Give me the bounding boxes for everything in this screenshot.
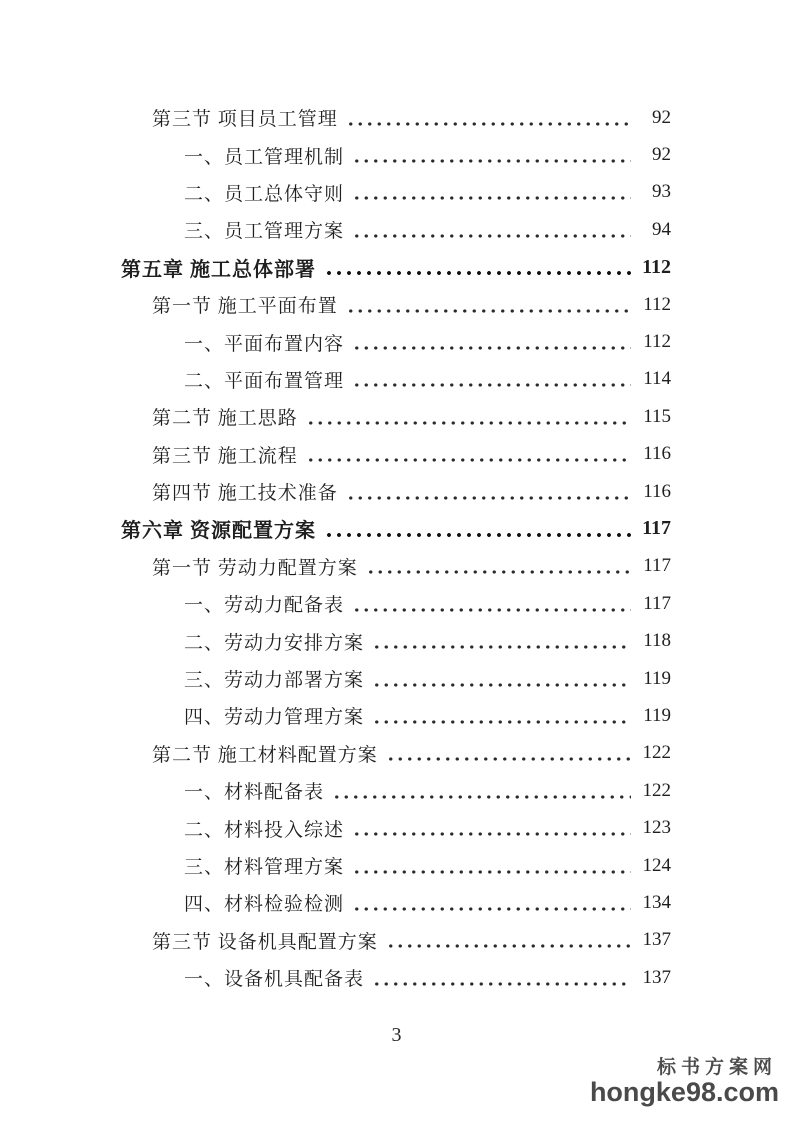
toc-entry bbox=[0, 398, 793, 435]
toc-entry bbox=[0, 809, 793, 846]
toc-entry-page: 119 bbox=[643, 704, 671, 726]
dot-leader bbox=[352, 323, 631, 360]
dot-leader bbox=[352, 884, 631, 921]
dot-leader bbox=[324, 510, 631, 547]
toc-entry-page: 93 bbox=[652, 181, 671, 203]
toc-entry bbox=[0, 136, 793, 173]
toc-entry-page: 116 bbox=[643, 443, 671, 465]
dot-leader bbox=[306, 436, 631, 473]
toc-entry bbox=[0, 286, 793, 323]
dot-leader bbox=[386, 735, 631, 772]
toc-entry-label: 第四节 施工技术准备 bbox=[152, 483, 338, 505]
toc-entry-label: 一、平面布置内容 bbox=[184, 333, 345, 355]
toc-entry bbox=[0, 249, 793, 286]
toc-entry-label: 三、劳动力部署方案 bbox=[184, 670, 365, 692]
dot-leader bbox=[372, 622, 631, 659]
dot-leader bbox=[324, 249, 631, 286]
dot-leader bbox=[372, 660, 631, 697]
toc-entry-label: 四、劳动力管理方案 bbox=[184, 707, 365, 729]
toc-entry bbox=[0, 323, 793, 360]
dot-leader bbox=[386, 922, 631, 959]
dot-leader bbox=[346, 473, 631, 510]
watermark-site-name: 标书方案网 bbox=[656, 1057, 777, 1078]
toc-entry-page: 115 bbox=[643, 405, 671, 427]
toc-entry-label: 二、劳动力安排方案 bbox=[184, 632, 365, 654]
toc-entry-label: 第三节 项目员工管理 bbox=[152, 109, 338, 131]
toc-entry-page: 118 bbox=[643, 630, 671, 652]
dot-leader bbox=[352, 847, 631, 884]
toc-entry bbox=[0, 548, 793, 585]
toc-entry bbox=[0, 622, 793, 659]
toc-entry bbox=[0, 697, 793, 734]
toc-entry bbox=[0, 510, 793, 547]
toc-entry bbox=[0, 660, 793, 697]
toc-entry-page: 112 bbox=[643, 293, 671, 315]
toc-entry-label: 第三节 施工流程 bbox=[152, 445, 298, 467]
toc-entry bbox=[0, 922, 793, 959]
toc-entry-page: 119 bbox=[643, 667, 671, 689]
toc-entry-page: 134 bbox=[642, 891, 671, 913]
toc-entry-label: 一、材料配备表 bbox=[184, 782, 325, 804]
dot-leader bbox=[346, 286, 631, 323]
table-of-contents bbox=[0, 99, 793, 996]
toc-entry-label: 二、材料投入综述 bbox=[184, 819, 345, 841]
toc-entry-page: 114 bbox=[643, 368, 671, 390]
toc-entry-label: 第五章 施工总体部署 bbox=[121, 258, 316, 281]
dot-leader bbox=[372, 959, 631, 996]
toc-entry-page: 94 bbox=[652, 218, 671, 240]
dot-leader bbox=[352, 174, 631, 211]
toc-entry-label: 二、平面布置管理 bbox=[184, 370, 345, 392]
toc-entry bbox=[0, 884, 793, 921]
toc-entry bbox=[0, 211, 793, 248]
toc-entry-label: 第三节 设备机具配置方案 bbox=[152, 931, 378, 953]
toc-entry-page: 116 bbox=[643, 480, 671, 502]
toc-entry bbox=[0, 436, 793, 473]
toc-entry-page: 124 bbox=[642, 854, 671, 876]
toc-entry-label: 二、员工总体守则 bbox=[184, 183, 345, 205]
toc-entry-page: 92 bbox=[652, 144, 671, 166]
toc-entry bbox=[0, 735, 793, 772]
toc-entry-page: 117 bbox=[643, 592, 671, 614]
dot-leader bbox=[352, 211, 631, 248]
watermark bbox=[590, 1058, 779, 1106]
dot-leader bbox=[352, 361, 631, 398]
toc-entry bbox=[0, 847, 793, 884]
page-number: 3 bbox=[391, 1024, 402, 1046]
dot-leader bbox=[372, 697, 631, 734]
toc-entry-label: 第六章 资源配置方案 bbox=[121, 520, 316, 543]
toc-entry bbox=[0, 361, 793, 398]
toc-entry bbox=[0, 585, 793, 622]
dot-leader bbox=[306, 398, 631, 435]
toc-entry bbox=[0, 959, 793, 996]
toc-entry-label: 第二节 施工思路 bbox=[152, 408, 298, 430]
toc-entry-page: 92 bbox=[652, 106, 671, 128]
toc-entry-label: 第一节 劳动力配置方案 bbox=[152, 557, 358, 579]
dot-leader bbox=[366, 548, 631, 585]
dot-leader bbox=[352, 809, 631, 846]
toc-entry-page: 137 bbox=[642, 966, 671, 988]
toc-entry-label: 三、员工管理方案 bbox=[184, 221, 345, 243]
toc-entry-page: 112 bbox=[643, 331, 671, 353]
dot-leader bbox=[352, 136, 631, 173]
toc-entry bbox=[0, 473, 793, 510]
toc-entry bbox=[0, 174, 793, 211]
toc-entry-label: 第一节 施工平面布置 bbox=[152, 296, 338, 318]
toc-entry-page: 117 bbox=[642, 517, 671, 540]
toc-entry-page: 123 bbox=[642, 817, 671, 839]
toc-entry-page: 112 bbox=[642, 255, 671, 278]
toc-entry-label: 三、材料管理方案 bbox=[184, 857, 345, 878]
toc-entry-page: 117 bbox=[643, 555, 671, 577]
dot-leader bbox=[352, 585, 631, 622]
toc-entry-page: 122 bbox=[642, 742, 671, 764]
toc-entry bbox=[0, 99, 793, 136]
toc-entry-label: 四、材料检验检测 bbox=[184, 894, 345, 916]
toc-entry bbox=[0, 772, 793, 809]
watermark-site-url: hongke98.com bbox=[589, 1076, 779, 1107]
toc-entry-page: 122 bbox=[642, 779, 671, 801]
toc-entry-page: 137 bbox=[642, 929, 671, 951]
dot-leader bbox=[332, 772, 631, 809]
toc-entry-label: 第二节 施工材料配置方案 bbox=[152, 744, 378, 766]
dot-leader bbox=[346, 99, 631, 136]
toc-entry-label: 一、设备机具配备表 bbox=[184, 969, 365, 991]
toc-entry-label: 一、员工管理机制 bbox=[184, 146, 345, 168]
toc-entry-label: 一、劳动力配备表 bbox=[184, 595, 345, 617]
